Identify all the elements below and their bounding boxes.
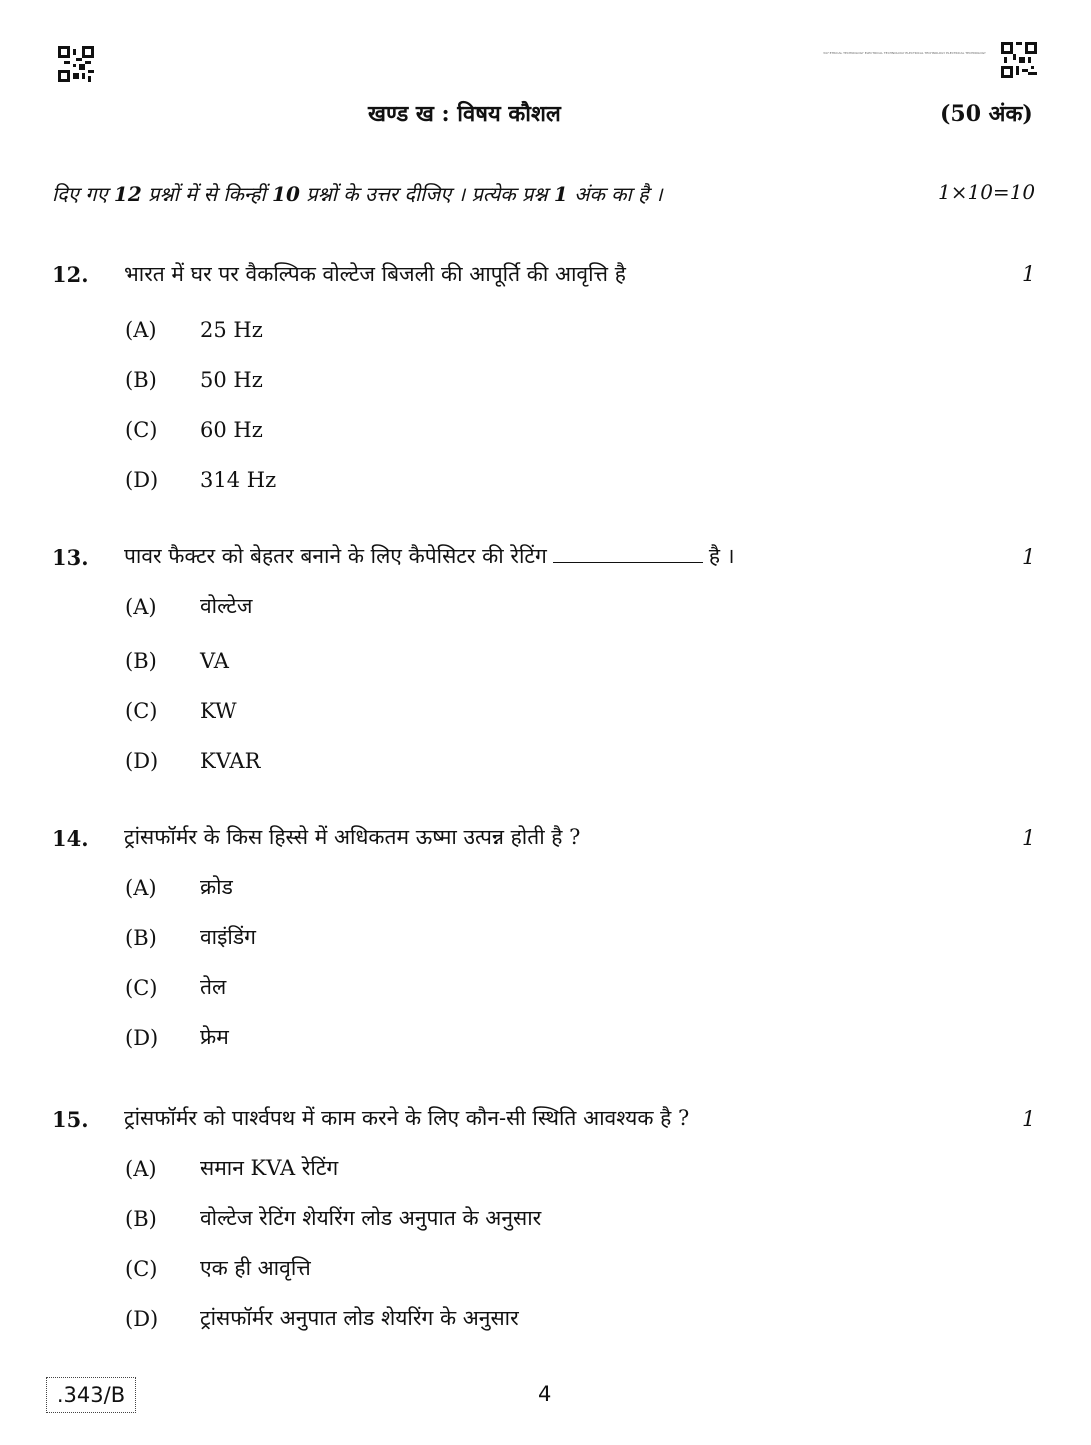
instruction-part: प्रश्नों के उत्तर दीजिए । प्रत्येक प्रश्न bbox=[306, 182, 548, 206]
micro-text-line: 347 ETRICAL TECHNOLOGY ELECTRICAL TECHNOLOGY ELECTRICAL TECHNOLOGY ELECTRICAL TECHNOLOGY bbox=[823, 51, 986, 55]
option-label: (D) bbox=[125, 468, 159, 492]
option-text: KW bbox=[200, 699, 237, 723]
option-label: (B) bbox=[125, 368, 157, 392]
option-label: (A) bbox=[125, 318, 157, 342]
option-text: एक ही आवृत्ति bbox=[200, 1256, 311, 1280]
option-text: समान KVA रेटिंग bbox=[200, 1156, 339, 1180]
option-label: (D) bbox=[125, 749, 159, 773]
question-marks: 1 bbox=[1022, 826, 1036, 850]
option-text: ट्रांसफॉर्मर अनुपात लोड शेयरिंग के अनुसार bbox=[200, 1306, 519, 1330]
option-text: 314 Hz bbox=[200, 468, 277, 492]
option-label: (C) bbox=[125, 1257, 158, 1281]
question-text-after: है । bbox=[708, 544, 735, 568]
question-number: 15. bbox=[52, 1107, 89, 1132]
option-label: (D) bbox=[125, 1307, 159, 1331]
option-text: VA bbox=[200, 649, 229, 673]
option-label: (A) bbox=[125, 1157, 157, 1181]
marks-scheme: 1×10=10 bbox=[938, 180, 1036, 204]
instruction-number: 10 bbox=[272, 182, 300, 206]
question-text: भारत में घर पर वैकल्पिक वोल्टेज बिजली की आपूर्ति की आवृत्ति है bbox=[124, 262, 626, 286]
option-text: क्रोड bbox=[200, 875, 233, 899]
instruction-text bbox=[52, 180, 663, 207]
question-text bbox=[124, 542, 735, 570]
option-text: फ्रेम bbox=[200, 1025, 229, 1049]
option-text: वोल्टेज bbox=[200, 594, 253, 618]
option-text: तेल bbox=[200, 975, 227, 999]
instruction-part: दिए गए bbox=[52, 182, 108, 206]
option-label: (C) bbox=[125, 418, 158, 442]
question-number: 12. bbox=[52, 262, 89, 287]
page-number: 4 bbox=[538, 1382, 552, 1406]
option-label: (A) bbox=[125, 595, 157, 619]
question-text: ट्रांसफॉर्मर को पार्श्वपथ में काम करने के लिए कौन-सी स्थिति आवश्यक है ? bbox=[124, 1106, 690, 1130]
qr-code-right bbox=[1001, 42, 1037, 78]
section-marks: (50 अंक) bbox=[940, 101, 1033, 127]
option-text: 50 Hz bbox=[200, 368, 263, 392]
question-number: 13. bbox=[52, 545, 89, 570]
question-number: 14. bbox=[52, 826, 89, 851]
question-text: ट्रांसफॉर्मर के किस हिस्से में अधिकतम ऊष्मा उत्पन्न होती है ? bbox=[124, 825, 581, 849]
option-text: वोल्टेज रेटिंग शेयरिंग लोड अनुपात के अनुसार bbox=[200, 1206, 542, 1230]
instruction-number: 12 bbox=[113, 182, 142, 206]
option-text: KVAR bbox=[200, 749, 261, 773]
option-label: (C) bbox=[125, 699, 158, 723]
option-text: वाइंडिंग bbox=[200, 925, 256, 949]
option-label: (A) bbox=[125, 876, 157, 900]
question-marks: 1 bbox=[1022, 262, 1036, 286]
instruction-part: प्रश्नों में से किन्हीं bbox=[148, 182, 266, 206]
instruction-part: अंक का है । bbox=[574, 182, 663, 206]
question-marks: 1 bbox=[1022, 1107, 1036, 1131]
option-text: 25 Hz bbox=[200, 318, 263, 342]
question-marks: 1 bbox=[1022, 545, 1036, 569]
fill-in-blank bbox=[553, 548, 703, 563]
option-label: (B) bbox=[125, 649, 157, 673]
question-text-before: पावर फैक्टर को बेहतर बनाने के लिए कैपेसिटर की रेटिंग bbox=[124, 544, 547, 568]
qr-code-left bbox=[58, 46, 94, 82]
option-label: (B) bbox=[125, 1207, 157, 1231]
option-label: (C) bbox=[125, 976, 158, 1000]
paper-code: .343/B bbox=[46, 1377, 136, 1413]
instruction-number: 1 bbox=[553, 182, 568, 206]
option-label: (D) bbox=[125, 1026, 159, 1050]
option-label: (B) bbox=[125, 926, 157, 950]
option-text: 60 Hz bbox=[200, 418, 263, 442]
section-title: खण्ड ख : विषय कौशल bbox=[368, 101, 561, 127]
